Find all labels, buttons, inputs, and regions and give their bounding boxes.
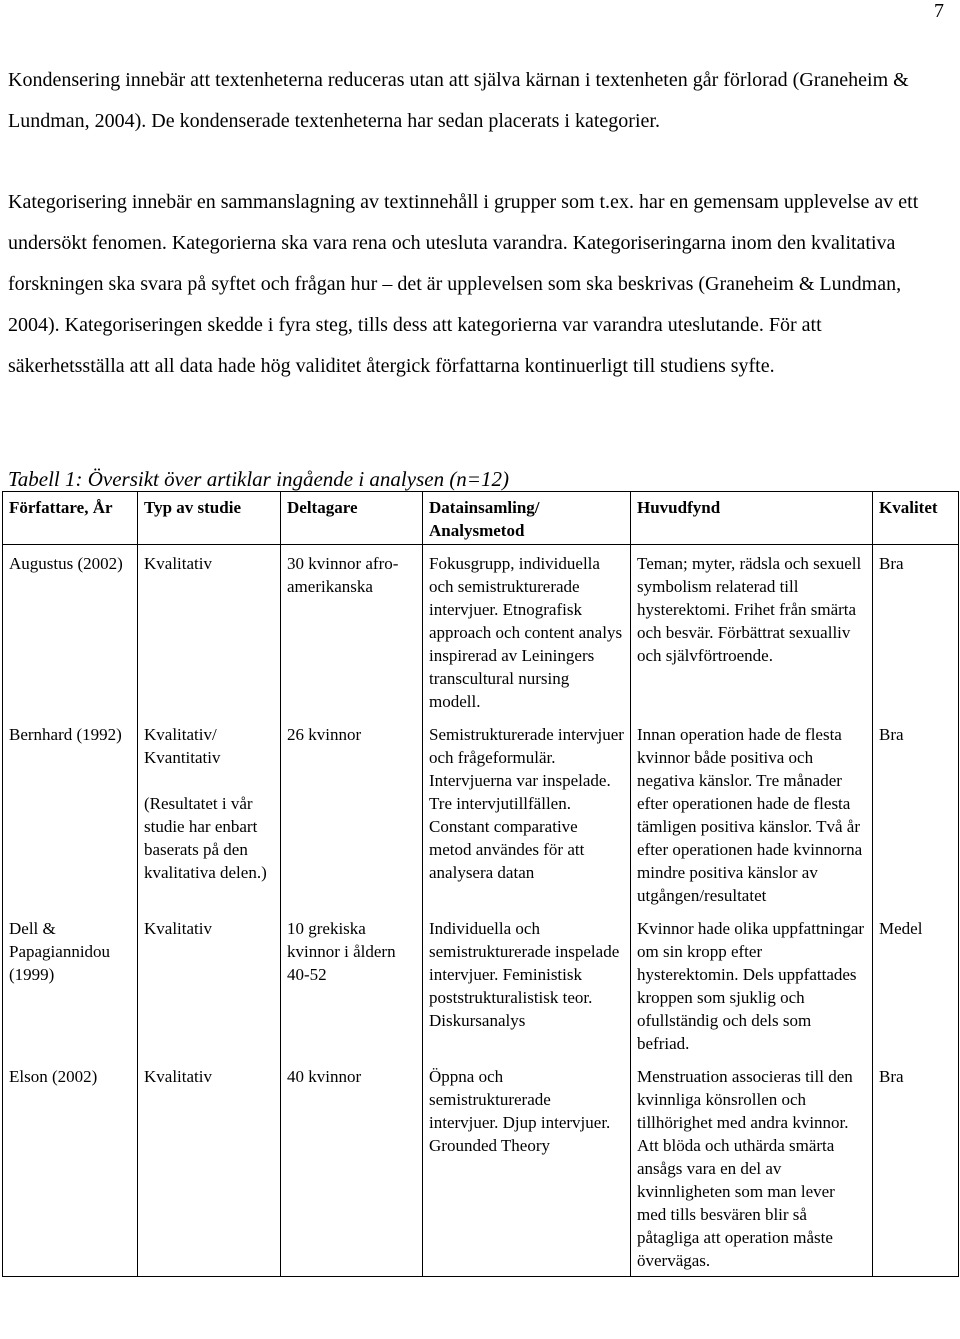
paragraph-condensation: Kondensering innebär att textenheterna reduceras utan att själva kärnan i textenheten går förlorad (Graneheim & Lundman, 2004). De kondenserade textenheterna har sedan placerats i kategorier. xyxy=(8,69,909,132)
cell-quality: Bra xyxy=(873,720,959,914)
header-author-year: Författare, År xyxy=(3,492,138,545)
table-caption: Tabell 1: Översikt över artiklar ingående i analysen (n=12) xyxy=(8,467,509,491)
cell-main-findings: Menstruation associeras till den kvinnliga könsrollen och tillhörighet med andra kvinnor. Att blöda och uthärda smärta ansågs vara en del av kvinnligheten som man lever med tills besvären blir så påtagliga att operation måste övervägas. xyxy=(631,1062,873,1277)
article-overview-table xyxy=(2,491,959,1277)
cell-main-findings: Teman; myter, rädsla och sexuell symbolism relaterad till hysterektomi. Frihet från smärta och besvär. Förbättrat sexualliv och självförtroende. xyxy=(631,545,873,721)
header-data-collection: Datainsamling/ Analysmetod xyxy=(423,492,631,545)
cell-study-type: Kvalitativ xyxy=(138,1062,281,1277)
page-number: 7 xyxy=(934,0,944,22)
header-participants: Deltagare xyxy=(281,492,423,545)
cell-main-findings: Innan operation hade de flesta kvinnor både positiva och negativa känslor. Tre månader efter operationen hade de flesta tämligen positiva känslor. Två år efter operationen hade kvinnorna mindre positiva känslor av utgången/resultatet xyxy=(631,720,873,914)
cell-main-findings: Kvinnor hade olika uppfattningar om sin kropp efter hysterektomin. Dels uppfattades kroppen som sjuklig och ofullständig och dels som befriad. xyxy=(631,914,873,1062)
cell-author-year: Augustus (2002) xyxy=(3,545,138,721)
cell-participants: 40 kvinnor xyxy=(281,1062,423,1277)
table-row xyxy=(3,914,959,1062)
cell-data-collection: Fokusgrupp, individuella och semistrukturerade intervjuer. Etnografisk approach och content analys inspirerad av Leiningers transcultural nursing modell. xyxy=(423,545,631,721)
cell-study-type: Kvalitativ xyxy=(138,914,281,1062)
cell-author-year: Elson (2002) xyxy=(3,1062,138,1277)
cell-data-collection: Öppna och semistrukturerade intervjuer. Djup intervjuer. Grounded Theory xyxy=(423,1062,631,1277)
cell-participants: 10 grekiska kvinnor i åldern 40-52 xyxy=(281,914,423,1062)
cell-quality: Bra xyxy=(873,545,959,721)
header-quality: Kvalitet xyxy=(873,492,959,545)
cell-study-type xyxy=(138,720,281,914)
cell-study-type-text: Kvalitativ/ Kvantitativ (Resultatet i vår studie har enbart baserats på den kvalitativa delen.) xyxy=(144,725,267,882)
header-study-type: Typ av studie xyxy=(138,492,281,545)
table-row xyxy=(3,545,959,721)
table-header-row xyxy=(3,492,959,545)
cell-author-year: Bernhard (1992) xyxy=(3,720,138,914)
cell-quality: Medel xyxy=(873,914,959,1062)
paragraph-categorization: Kategorisering innebär en sammanslagning av textinnehåll i grupper som t.ex. har en gemensam upplevelse av ett undersökt fenomen. Kategorierna ska vara rena och utesluta varandra. Kategoriseringarna inom den kvalitativa forskningen ska svara på syftet och frågan hur – det är upplevelsen som ska beskrivas (Graneheim & Lundman, 2004). Kategoriseringen skedde i fyra steg, tills dess att kategorierna var varandra uteslutande. För att säkerhetsställa att all data hade hög validitet återgick författarna kontinuerligt till studiens syfte. xyxy=(8,191,919,377)
table-row xyxy=(3,1062,959,1277)
cell-quality: Bra xyxy=(873,1062,959,1277)
header-main-findings: Huvudfynd xyxy=(631,492,873,545)
table-row xyxy=(3,720,959,914)
cell-data-collection: Individuella och semistrukturerade inspelade intervjuer. Feministisk poststrukturalistisk teor. Diskursanalys xyxy=(423,914,631,1062)
cell-participants: 26 kvinnor xyxy=(281,720,423,914)
cell-study-type: Kvalitativ xyxy=(138,545,281,721)
cell-participants: 30 kvinnor afro-amerikanska xyxy=(281,545,423,721)
cell-data-collection: Semistrukturerade intervjuer och frågeformulär. Intervjuerna var inspelade. Tre intervjutillfällen. Constant comparative metod användes för att analysera datan xyxy=(423,720,631,914)
cell-author-year: Dell & Papagiannidou (1999) xyxy=(3,914,138,1062)
